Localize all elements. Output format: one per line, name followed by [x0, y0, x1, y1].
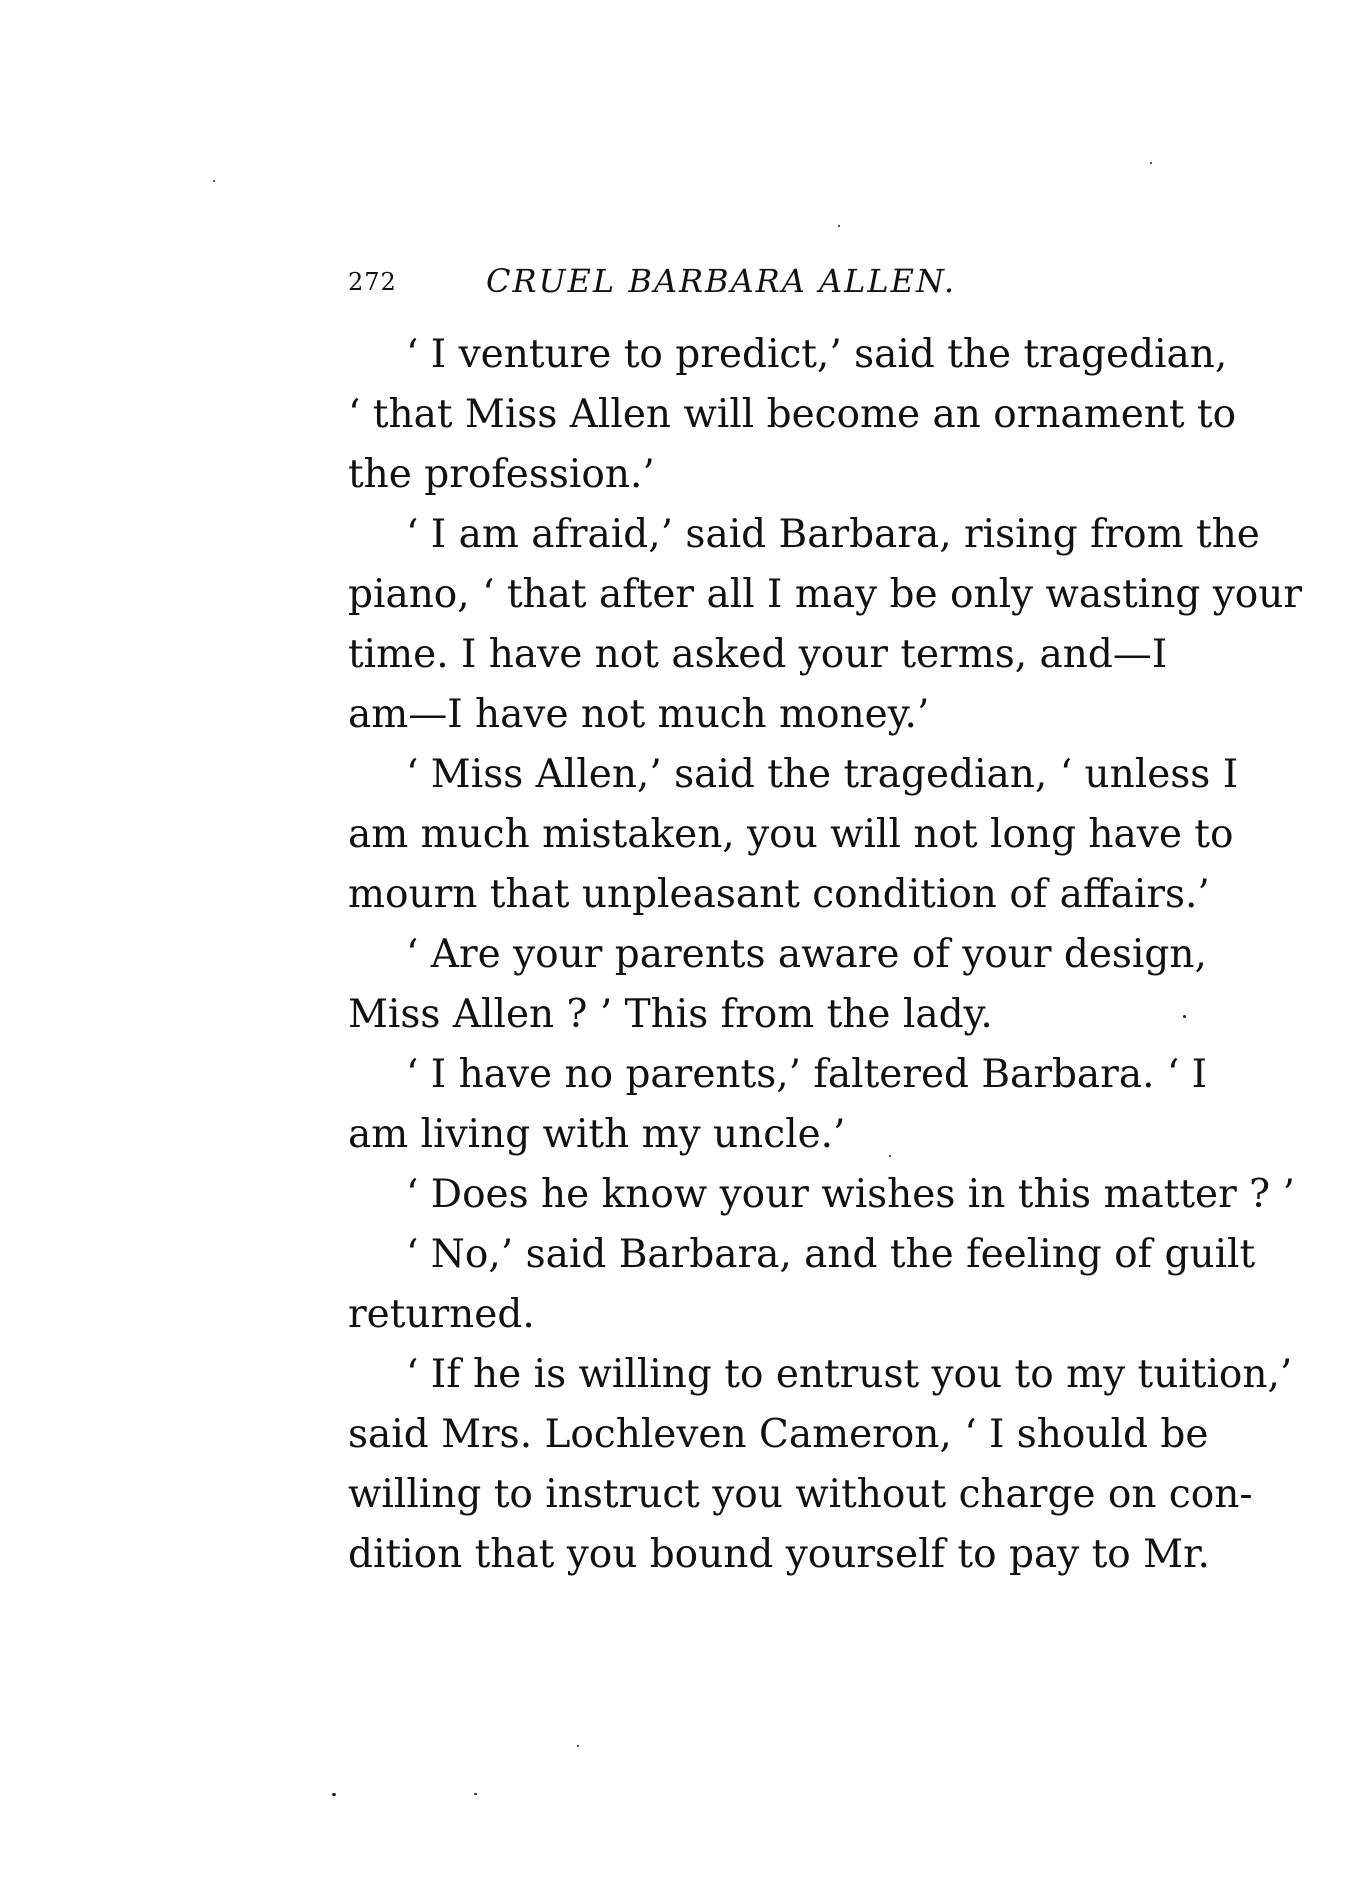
text-line: ‘ Miss Allen,’ said the tragedian, ‘ unless I: [406, 752, 1239, 797]
text-line: piano, ‘ that after all I may be only wasting your: [348, 572, 1303, 617]
scan-speck: [838, 225, 840, 227]
body-text: [348, 325, 1303, 1585]
text-line: am living with my uncle.’: [348, 1112, 846, 1157]
running-title: CRUEL BARBARA ALLEN.: [486, 262, 957, 300]
scan-speck: [474, 1793, 477, 1795]
text-line: Miss Allen ? ’ This from the lady.: [348, 992, 993, 1037]
text-line: time. I have not asked your terms, and—I: [348, 632, 1168, 677]
text-line: said Mrs. Lochleven Cameron, ‘ I should be: [348, 1412, 1209, 1457]
scan-speck: [1183, 1015, 1186, 1018]
scan-speck: [577, 1745, 579, 1747]
text-line: ‘ I have no parents,’ faltered Barbara. ‘ I: [406, 1052, 1208, 1097]
scan-speck: [213, 180, 215, 182]
text-line: ‘ No,’ said Barbara, and the feeling of guilt: [406, 1232, 1256, 1277]
text-line: willing to instruct you without charge on con-: [348, 1472, 1253, 1517]
text-line: ‘ that Miss Allen will become an ornament to: [348, 392, 1237, 437]
scan-speck: [1150, 162, 1152, 164]
running-head: [348, 262, 968, 312]
text-line: ‘ If he is willing to entrust you to my tuition,’: [406, 1352, 1293, 1397]
text-line: returned.: [348, 1292, 535, 1337]
scan-speck: [889, 1155, 891, 1157]
text-line: dition that you bound yourself to pay to Mr.: [348, 1532, 1210, 1577]
text-line: ‘ I am afraid,’ said Barbara, rising from the: [406, 512, 1260, 557]
text-line: the profession.’: [348, 452, 655, 497]
text-line: am much mistaken, you will not long have to: [348, 812, 1234, 857]
text-line: ‘ I venture to predict,’ said the tragedian,: [406, 332, 1228, 377]
page-number: 272: [348, 268, 397, 296]
scan-speck: [332, 1793, 336, 1796]
text-line: mourn that unpleasant condition of affairs.’: [348, 872, 1210, 917]
text-line: am—I have not much money.’: [348, 692, 930, 737]
text-line: ‘ Are your parents aware of your design,: [406, 932, 1207, 977]
text-line: ‘ Does he know your wishes in this matter ? ’: [406, 1172, 1295, 1217]
